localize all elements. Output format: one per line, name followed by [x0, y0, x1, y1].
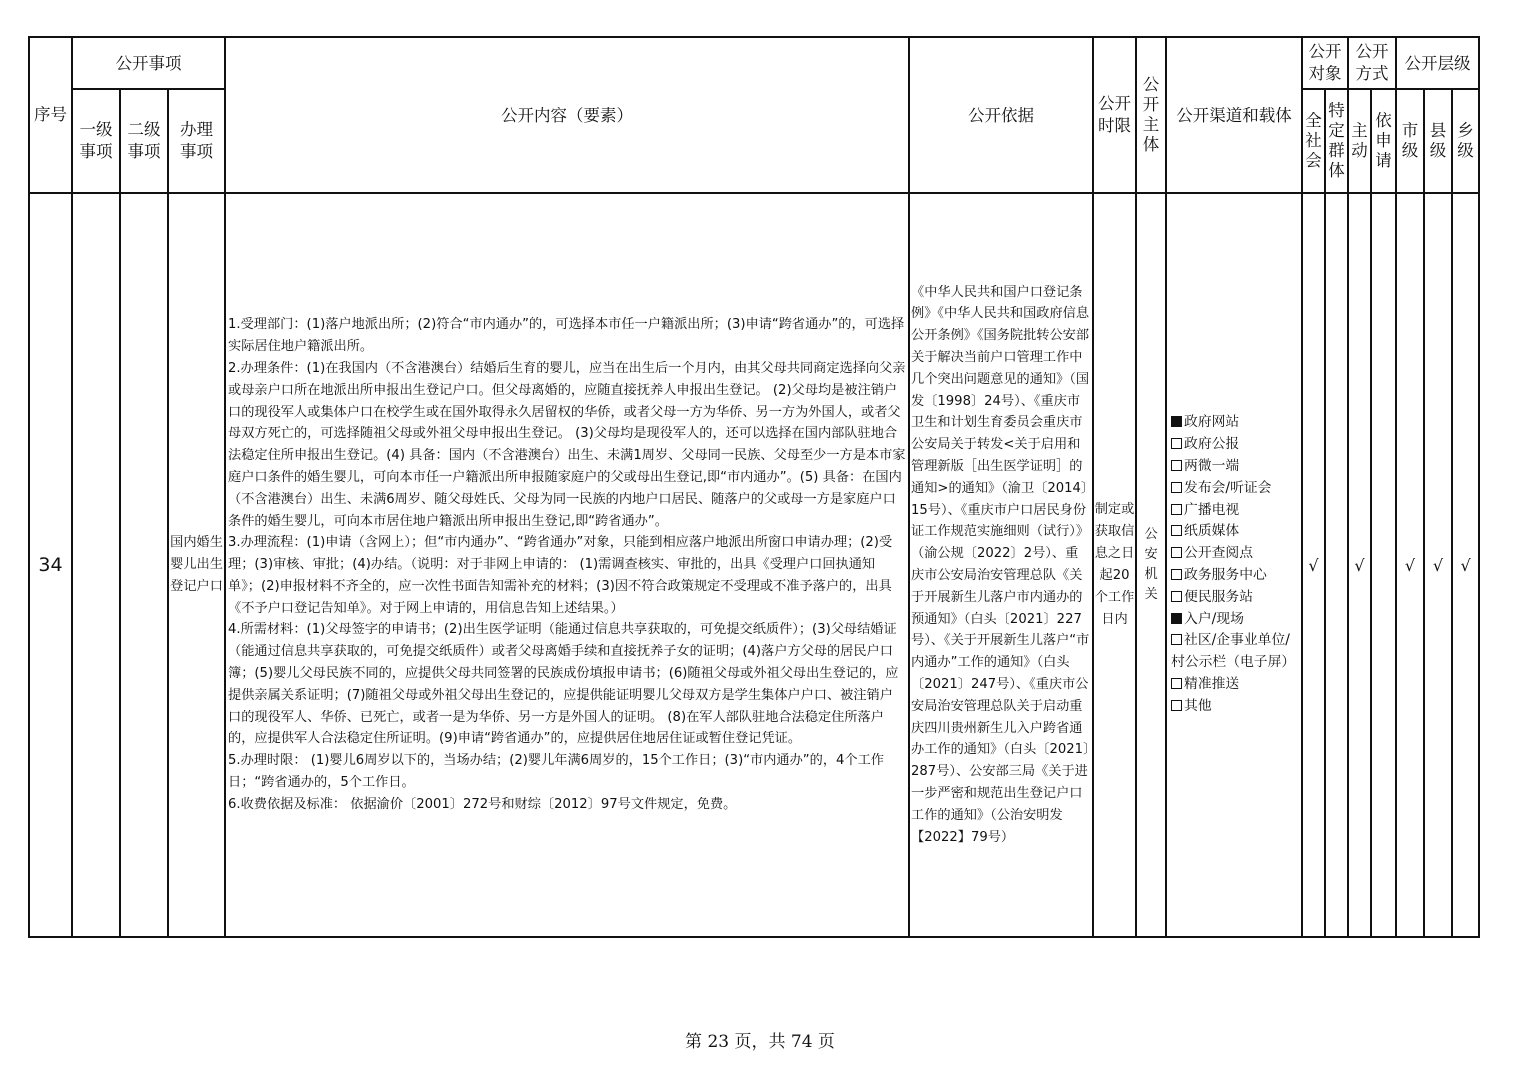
checkbox-checked-icon	[1171, 613, 1182, 624]
header-level: 公开层级	[1396, 37, 1479, 89]
content-item: 3.办理流程：(1)申请（含网上）；但“市内通办”、“跨省通办”对象，只能到相应落户地派出所窗口申请办理；(2)受理；(3)审核、审批；(4)办结。（说明：对于非网上申请的： (1)需调查核实、审批的，出具《受理户口回执通知单》；(2)申报材料不齐全的，应一次性书面告知需补充的材料；(3)因不符合政策规定不受理或不准予落户的，出具《不予户口登记告知单》。对于网上申请的，用信息告知上述结果。）	[228, 535, 893, 616]
header-seq: 序号	[29, 37, 72, 193]
channel-item: 社区/企事业单位/村公示栏（电子屏）	[1171, 632, 1296, 671]
header-target-all: 全社会	[1302, 89, 1325, 193]
row-seq: 34	[29, 193, 72, 937]
row-subject: 公安机关	[1136, 193, 1166, 937]
header-level1: 一级事项	[72, 89, 120, 193]
header-level-town: 乡级	[1452, 89, 1479, 193]
content-item: 6.收费依据及标准： 依据渝价〔2001〕272号和财综〔2012〕97号文件规定，免费。	[228, 796, 737, 812]
channel-item: 公开查阅点	[1171, 543, 1297, 565]
checkbox-empty-icon	[1171, 438, 1182, 449]
channel-item: 发布会/听证会	[1171, 478, 1297, 500]
row-level1	[72, 193, 120, 937]
header-subject: 公开主体	[1136, 37, 1166, 193]
row-handle: 国内婚生婴儿出生登记户口	[168, 193, 225, 937]
channel-item: 便民服务站	[1171, 587, 1297, 609]
row-level-city: √	[1396, 193, 1424, 937]
row-channels	[1166, 193, 1302, 937]
row-level2	[120, 193, 168, 937]
row-level-county: √	[1424, 193, 1452, 937]
channel-item: 入户/现场	[1171, 609, 1297, 631]
header-handle: 办理事项	[168, 89, 225, 193]
header-method-request: 依申请	[1371, 89, 1396, 193]
checkbox-empty-icon	[1171, 525, 1182, 536]
row-target-specific	[1325, 193, 1348, 937]
checkbox-checked-icon	[1171, 416, 1182, 427]
content-item: 1.受理部门：(1)落户地派出所；(2)符合“市内通办”的，可选择本市任一户籍派出所；(3)申请“跨省通办”的，可选择实际居住地户籍派出所。	[228, 317, 905, 355]
header-time-limit: 公开时限	[1093, 37, 1136, 193]
page-footer: 第 23 页，共 74 页	[685, 1032, 835, 1052]
channel-item: 政府公报	[1171, 434, 1297, 456]
checkbox-empty-icon	[1171, 460, 1182, 471]
channel-item: 政府网站	[1171, 412, 1297, 434]
disclosure-table	[28, 36, 1480, 938]
row-method-request	[1371, 193, 1396, 937]
row-content	[225, 193, 909, 937]
channel-item: 其他	[1171, 696, 1297, 718]
header-level2: 二级事项	[120, 89, 168, 193]
channel-item: 广播电视	[1171, 500, 1297, 522]
checkbox-empty-icon	[1171, 482, 1182, 493]
row-basis: 《中华人民共和国户口登记条例》《中华人民共和国政府信息公开条例》《国务院批转公安部关于解决当前户口管理工作中几个突出问题意见的通知》（国发〔1998〕24号）、《重庆市卫生和计划生育委员会重庆市公安局关于转发<关于启用和管理新版［出生医学证明］的通知>的通知》（渝卫〔2014〕15号）、《重庆市户口居民身份证工作规范实施细则（试行）》（渝公规〔2022〕2号）、重庆市公安局治安管理总队《关于开展新生儿落户市内通办的预通知》（白头〔2021〕227号）、《关于开展新生儿落户“市内通办”工作的通知》（白头〔2021〕247号）、《重庆市公安局治安管理总队关于启动重庆四川贵州新生儿入户跨省通办工作的通知》（白头〔2021〕287号）、公安部三局《关于进一步严密和规范出生登记户口工作的通知》（公治安明发【2022】79号）	[909, 193, 1093, 937]
row-target-all: √	[1302, 193, 1325, 937]
row-time-limit: 制定或获取信息之日起20个工作日内	[1093, 193, 1136, 937]
channel-item: 纸质媒体	[1171, 521, 1297, 543]
checkbox-empty-icon	[1171, 569, 1182, 580]
checkbox-empty-icon	[1171, 591, 1182, 602]
header-content: 公开内容（要素）	[225, 37, 909, 193]
header-basis: 公开依据	[909, 37, 1093, 193]
header-method-active: 主动	[1348, 89, 1371, 193]
content-item: 4.所需材料：(1)父母签字的申请书；(2)出生医学证明（能通过信息共享获取的，可免提交纸质件）；(3)父母结婚证（能通过信息共享获取的，可免提交纸质件）或者父母离婚手续和直接抚养子女的证明；(4)落户方父母的居民户口簿；(5)婴儿父母民族不同的，应提供父母共同签署的民族成份填报申请书；(6)随祖父母或外祖父母出生登记的，应提供亲属关系证明；(7)随祖父母或外祖父母出生登记的，应提供能证明婴儿父母双方是学生集体户户口、被注销户口的现役军人、华侨、已死亡，或者一是为华侨、另一方是外国人的证明。 (8)在军人部队驻地合法稳定住所落户的，应提供军人合法稳定住所证明。(9)申请“跨省通办”的，应提供居住地居住证或暂住登记凭证。	[228, 622, 899, 747]
row-method-active: √	[1348, 193, 1371, 937]
checkbox-empty-icon	[1171, 700, 1182, 711]
checkbox-empty-icon	[1171, 634, 1182, 645]
row-level-town: √	[1452, 193, 1479, 937]
channel-item: 精准推送	[1171, 674, 1297, 696]
header-public-items: 公开事项	[72, 37, 225, 89]
content-item: 5.办理时限： (1)婴儿6周岁以下的，当场办结；(2)婴儿年满6周岁的，15个工作日；(3)“市内通办”的，4个工作日；“跨省通办的，5个工作日。	[228, 753, 884, 791]
header-channels: 公开渠道和载体	[1166, 37, 1302, 193]
header-target-specific: 特定群体	[1325, 89, 1348, 193]
channel-item: 政务服务中心	[1171, 565, 1297, 587]
checkbox-empty-icon	[1171, 678, 1182, 689]
header-method: 公开方式	[1348, 37, 1396, 89]
channel-item: 两微一端	[1171, 456, 1297, 478]
header-level-city: 市级	[1396, 89, 1424, 193]
content-item: 2.办理条件：(1)在我国内（不含港澳台）结婚后生育的婴儿，应当在出生后一个月内，由其父母共同商定选择向父亲或母亲户口所在地派出所申报出生登记户口。但父母离婚的，应随直接抚养人申报出生登记。 (2)父母均是被注销户口的现役军人或集体户口在校学生或在国外取得永久居留权的华侨，或者父母一方为华侨、另一方为外国人，或者父母双方死亡的，可选择随祖父母或外祖父母申报出生登记。 (3)父母均是现役军人的，还可以选择在国内部队驻地合法稳定住所申报出生登记。(4) 具备：国内（不含港澳台）出生、未满1周岁、父母同一民族、父母至少一方是本市家庭户口条件的婚生婴儿，可向本市任一户籍派出所申报随家庭户的父或母出生登记,即“市内通办”。(5) 具备：在国内（不含港澳台）出生、未满6周岁、随父母姓氏、父母为同一民族的内地户口居民、随落户的父或母一方是家庭户口条件的婚生婴儿，可向本市居住地户籍派出所申报出生登记,即“跨省通办”。	[228, 360, 906, 529]
checkbox-empty-icon	[1171, 504, 1182, 515]
header-target: 公开对象	[1302, 37, 1348, 89]
checkbox-empty-icon	[1171, 547, 1182, 558]
header-level-county: 县级	[1424, 89, 1452, 193]
